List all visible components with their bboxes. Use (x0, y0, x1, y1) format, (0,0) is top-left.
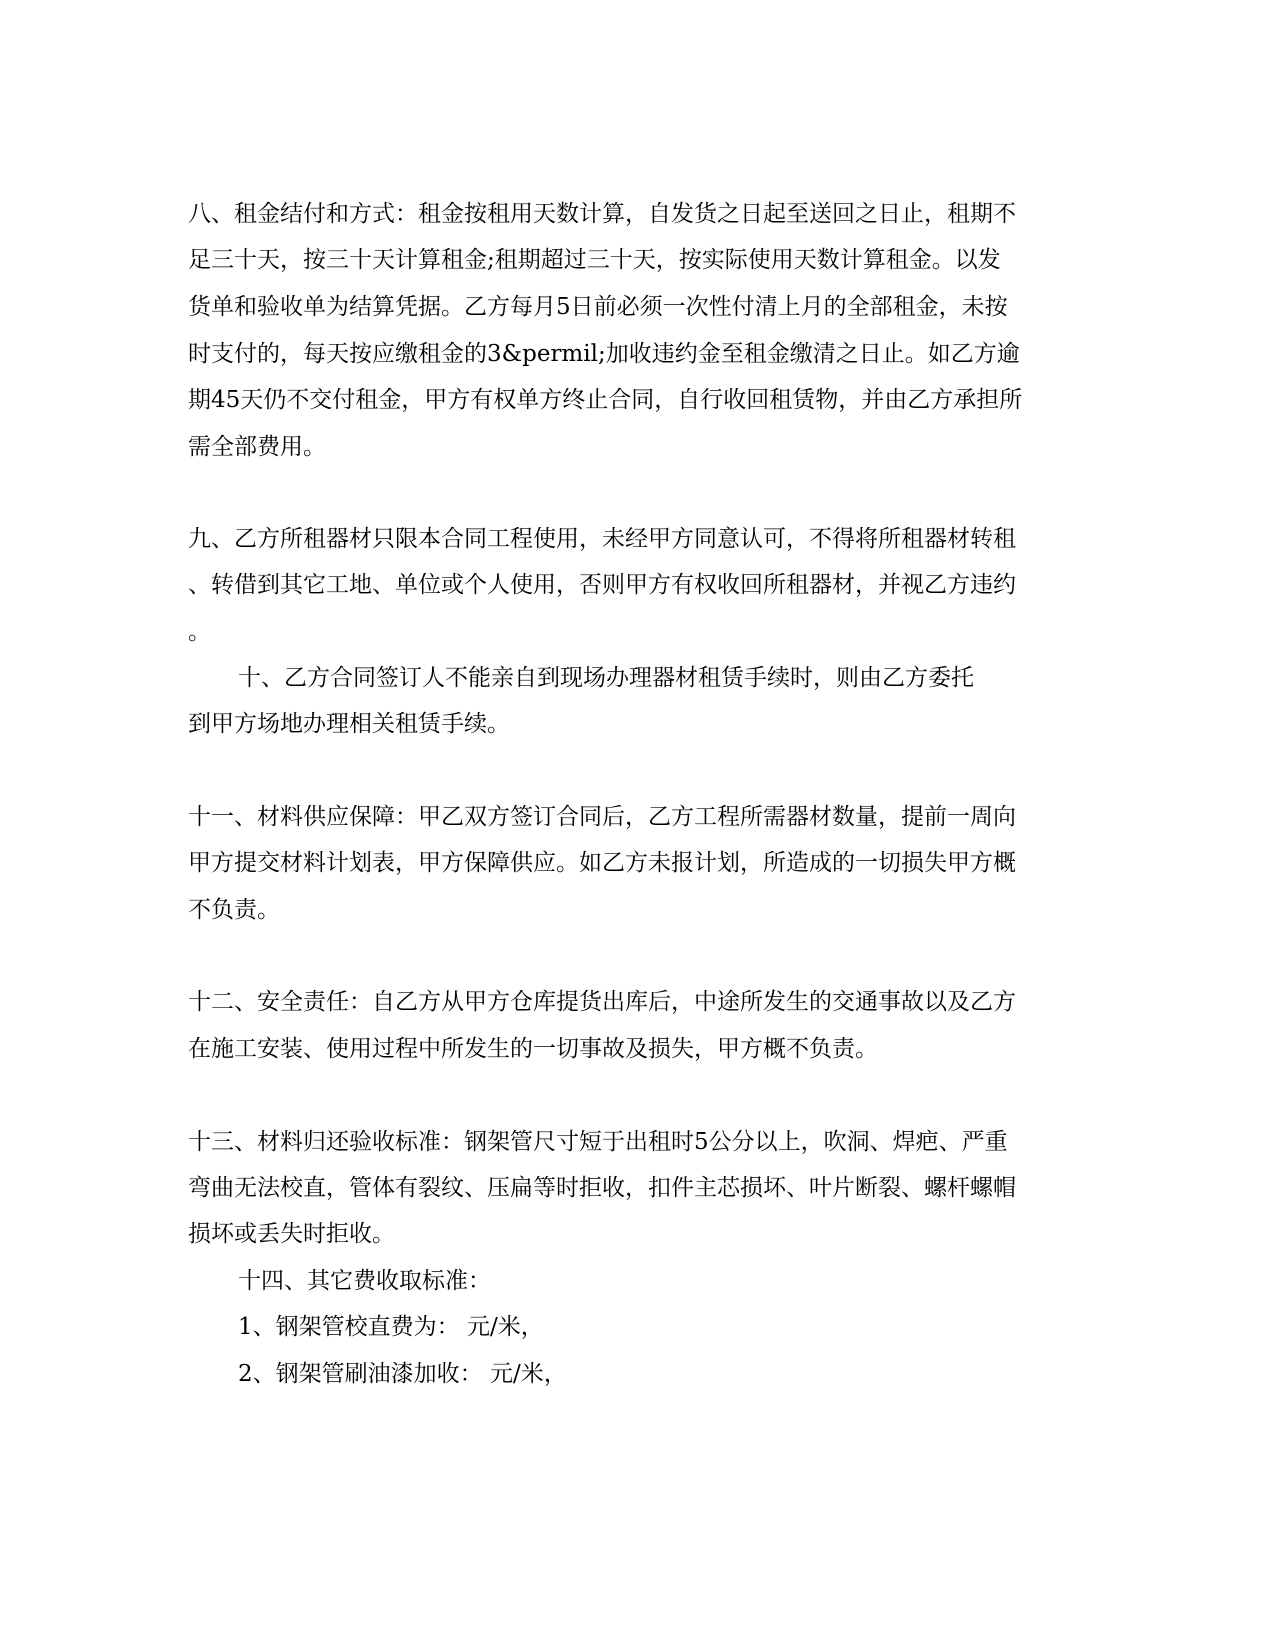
clause-9-line-2: 、转借到其它工地、单位或个人使用，否则甲方有权收回所租器材，并视乙方违约 (188, 572, 1016, 598)
clause-8-line-4: 时支付的，每天按应缴租金的3&permil;加收违约金至租金缴清之日止。如乙方逾 (188, 341, 1020, 367)
clause-9-line-3: 。 (188, 619, 211, 645)
clause-11-line-2: 甲方提交材料计划表，甲方保障供应。如乙方未报计划，所造成的一切损失甲方概 (188, 850, 1016, 876)
clause-11-line-3: 不负责。 (188, 897, 280, 923)
clause-14-item-2: 2、钢架管刷油漆加收： 元/米， (238, 1361, 567, 1387)
clause-8-line-1: 八、租金结付和方式：租金按租用天数计算，自发货之日起至送回之日止，租期不 (188, 201, 1016, 227)
clause-12-line-2: 在施工安装、使用过程中所发生的一切事故及损失，甲方概不负责。 (188, 1036, 878, 1062)
clause-14-item-1: 1、钢架管校直费为： 元/米， (238, 1314, 544, 1340)
clause-10-line-1: 十、乙方合同签订人不能亲自到现场办理器材租赁手续时，则由乙方委托 (238, 665, 974, 691)
clause-12-line-1: 十二、安全责任：自乙方从甲方仓库提货出库后，中途所发生的交通事故以及乙方 (188, 989, 1016, 1015)
clause-8-line-2: 足三十天，按三十天计算租金;租期超过三十天，按实际使用天数计算租金。以发 (188, 247, 1001, 273)
clause-13-line-2: 弯曲无法校直，管体有裂纹、压扁等时拒收，扣件主芯损坏、叶片断裂、螺杆螺帽 (188, 1175, 1016, 1201)
clause-14-heading: 十四、其它费收取标准： (238, 1268, 491, 1294)
clause-11-line-1: 十一、材料供应保障：甲乙双方签订合同后，乙方工程所需器材数量，提前一周向 (188, 804, 1016, 830)
clause-9-line-1: 九、乙方所租器材只限本合同工程使用，未经甲方同意认可，不得将所租器材转租 (188, 526, 1016, 552)
clause-8-line-6: 需全部费用。 (188, 434, 326, 460)
clause-13-line-1: 十三、材料归还验收标准：钢架管尺寸短于出租时5公分以上，吹洞、焊疤、严重 (188, 1129, 1008, 1155)
clause-13-line-3: 损坏或丢失时拒收。 (188, 1221, 395, 1247)
clause-8-line-5: 期45天仍不交付租金，甲方有权单方终止合同，自行收回租赁物，并由乙方承担所 (188, 387, 1023, 413)
clause-10-line-2: 到甲方场地办理相关租赁手续。 (188, 711, 510, 737)
clause-8-line-3: 货单和验收单为结算凭据。乙方每月5日前必须一次性付清上月的全部租金，未按 (188, 294, 1008, 320)
